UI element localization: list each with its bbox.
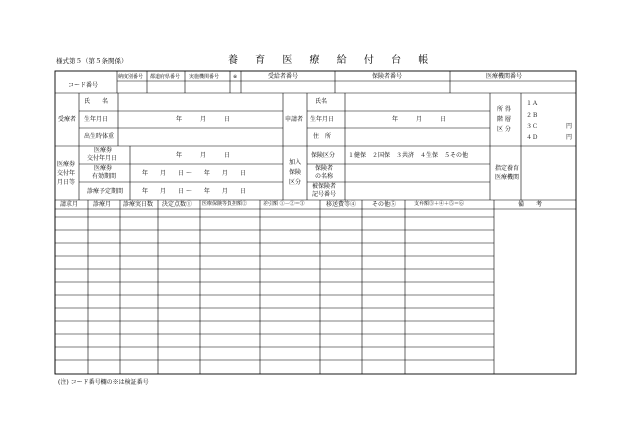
- ticket-side-label-line1: 医療券: [57, 161, 76, 168]
- form-number: 様式第５（第５条関係）: [56, 57, 128, 65]
- claims-header-treatment-month: 診療月: [93, 201, 112, 208]
- claims-header-billing-month: 請求月: [60, 201, 79, 208]
- ticket-validity-label-line2: 有効期間: [92, 173, 117, 180]
- income-label-line3: 区 分: [497, 126, 511, 133]
- applicant-name-label: 氏名: [315, 98, 328, 105]
- ticket-issue-label-line2: 交付年月日: [87, 155, 118, 162]
- patient-name-label: 氏 名: [84, 98, 109, 105]
- income-label-line2: 階 層: [497, 116, 511, 123]
- designated-label-line1: 指定養育: [495, 165, 520, 172]
- insurer-name-label-line2: の名称: [315, 173, 334, 180]
- patient-weight-label: 出生時体重: [84, 133, 115, 140]
- ticket-issue-label-line1: 医療券: [94, 147, 113, 154]
- ticket-side-label-line3: 月日等: [57, 179, 76, 186]
- insurance-side-label-line3: 区分: [289, 179, 302, 186]
- insurer-name-label-line1: 保険者: [315, 165, 334, 172]
- insurance-type-label: 保険区分: [311, 152, 336, 159]
- designated-label-line2: 医療機関: [495, 174, 520, 181]
- applicant-dob-label: 生年月日: [310, 116, 335, 123]
- footer-note: (注) コード番号欄の※は検証番号: [58, 379, 149, 386]
- patient-side-label: 受療者: [58, 116, 77, 123]
- income-unit-c: 円: [566, 123, 573, 130]
- ticket-validity-label-line1: 医療券: [94, 165, 113, 172]
- applicant-side-label: 申請者: [285, 116, 304, 123]
- code-col-prefecture: 都道府県番号: [150, 74, 181, 80]
- page-title: 養 育 医 療 給 付 台 帳: [228, 55, 436, 66]
- claims-header-remarks: 備 考: [518, 201, 543, 208]
- ticket-planned-value: 年 月 日 ～ 年 月 日: [142, 188, 246, 195]
- code-label: コード番号: [68, 82, 99, 89]
- applicant-address-label: 住 所: [313, 133, 332, 140]
- insurance-side-label-line2: 保険: [289, 169, 302, 176]
- ticket-planned-label: 診療予定期間: [87, 188, 124, 195]
- claims-header-transport: 移送費等④: [326, 201, 357, 208]
- claims-header-payment: 支弁額③＋④＋⑤＝⑥: [414, 201, 465, 207]
- income-unit-d: 円: [566, 134, 573, 141]
- claims-header-other: その他⑤: [372, 201, 397, 208]
- patient-dob-label: 生年月日: [84, 116, 109, 123]
- applicant-dob-value: 年 月 日: [392, 116, 447, 123]
- code-col-check: ※: [233, 74, 238, 80]
- code-col-medical-inst: 医療機関番号: [486, 73, 523, 80]
- income-option-d: ４Ｄ: [526, 134, 539, 141]
- code-col-recipient: 受給者番号: [268, 73, 299, 80]
- claims-header-days: 診療実日数: [123, 201, 154, 208]
- income-option-c: ３Ｃ: [526, 123, 539, 130]
- code-col-nendo: 納度別番号: [118, 74, 144, 80]
- insurance-side-label-line1: 加入: [289, 159, 302, 166]
- insurance-type-options: １健保 ２国保 ３共済 ４生保 ５その他: [348, 152, 469, 159]
- ticket-issue-value: 年 月 日: [176, 152, 231, 159]
- insured-symbol-label-line2: 記号番号: [312, 191, 337, 198]
- claims-header-insurance-share: 医療保険等負担額②: [202, 201, 248, 207]
- claims-header-points: 決定点数①: [162, 201, 193, 208]
- income-option-a: １Ａ: [526, 100, 539, 107]
- claims-header-difference: 差引額 ①－②＝③: [263, 201, 305, 207]
- ticket-validity-value: 年 月 日 ～ 年 月 日: [142, 170, 246, 177]
- income-option-b: ２Ｂ: [526, 112, 539, 119]
- patient-dob-value: 年 月 日: [176, 116, 231, 123]
- ticket-side-label-line2: 交付年: [57, 170, 76, 177]
- insured-symbol-label-line1: 被保険者: [312, 183, 337, 190]
- income-label-line1: 所 得: [497, 106, 511, 113]
- code-col-agency: 実施機関番号: [189, 74, 220, 80]
- code-col-insurer: 保険者番号: [372, 73, 403, 80]
